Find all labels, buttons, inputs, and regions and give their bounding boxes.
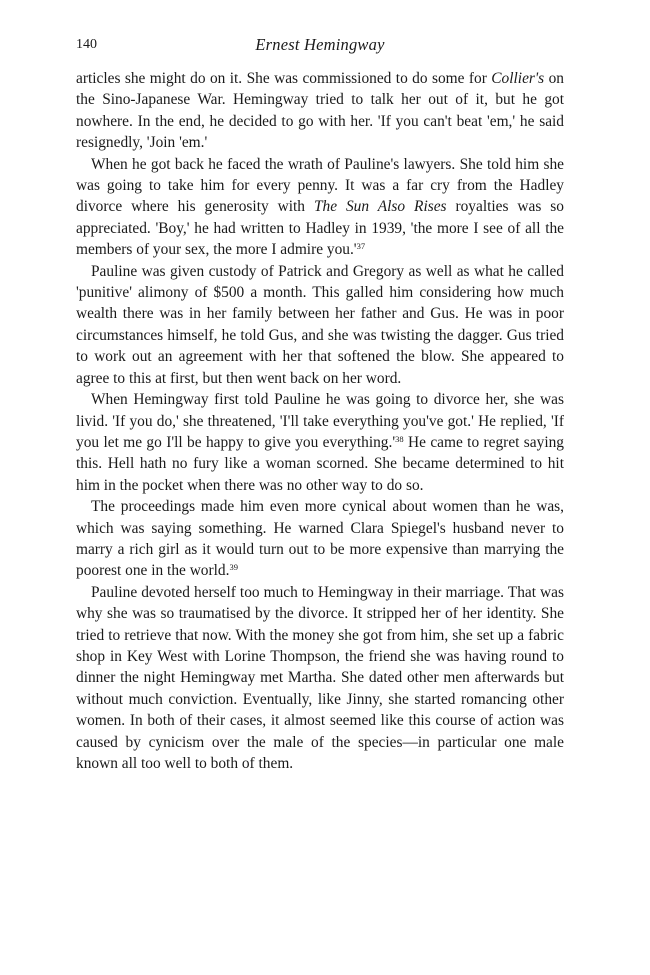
page-header [76, 34, 564, 56]
paragraph [76, 261, 564, 389]
paragraph [76, 68, 564, 154]
text-run: royalties was so appreciated. 'Boy,' he had written to Hadley in 1939, 'the more I see of all the members of your sex, the more I admire you.' [76, 198, 564, 259]
text-run: Pauline was given custody of Patrick and Gregory as well as what he called 'punitive' alimony of $500 a month. This galled him considering how much wealth there was in her family between her father and Gus. He was in poor circumstances himself, he told Gus, and she was twisting the dagger. Gus tried to work out an agreement with her that softened the blow. She appeared to agree to this at first, but then went back on her word. [76, 262, 564, 387]
paragraph [76, 582, 564, 775]
body-text [76, 68, 564, 774]
paragraph [76, 154, 564, 261]
text-run: When he got back he faced the wrath of Pauline's lawyers. She told him she was going to take him for every penny. It was a far cry from the Hadley divorce where his generosity with [76, 155, 564, 216]
paragraph [76, 496, 564, 582]
footnote-reference: 38 [395, 433, 404, 444]
text-run: Pauline devoted herself too much to Hemingway in their marriage. That was why she was so traumatised by the divorce. It stripped her of her identity. She tried to retrieve that now. With the money she got from him, she set up a fabric shop in Key West with Lorine Thompson, the friend she was having round to dinner the night Hemingway met Martha. She dated other men afterwards but without much conviction. Eventually, like Jinny, she started romancing other women. In both of their cases, it almost seemed like this course of action was caused by cynicism over the male of the species—in particular one male known all too well to both of them. [76, 583, 564, 772]
running-title: Ernest Hemingway [255, 35, 385, 54]
text-run: When Hemingway first told Pauline he was going to divorce her, she was livid. 'If you do,' she threatened, 'I'll take everything you've got.' He replied, 'If you let me go I'll be happy to give you everything.' [76, 391, 564, 451]
footnote-reference: 37 [356, 241, 366, 252]
paragraph [76, 389, 564, 496]
page-number: 140 [76, 37, 97, 52]
text-run: He came to regret saying this. Hell hath no fury like a woman scorned. She became determined to hit him in the pocket when there was no other way to do so. [76, 433, 564, 494]
text-run: The proceedings made him even more cynical about women than he was, which was saying something. He warned Clara Spiegel's husband never to marry a rich girl as it would turn out to be more expensive than marrying the poorest one in the world. [76, 498, 564, 580]
italic-title: Collier's [491, 70, 545, 87]
footnote-reference: 39 [229, 562, 238, 573]
text-run: articles she might do on it. She was commissioned to do some for [76, 70, 492, 87]
text-run: on the Sino-Japanese War. Hemingway tried to talk her out of it, but he got nowhere. In the end, he decided to go with her. 'If you can't beat 'em,' he said resignedly, 'Join 'em.' [76, 70, 564, 152]
italic-title: The Sun Also Rises [313, 198, 447, 216]
